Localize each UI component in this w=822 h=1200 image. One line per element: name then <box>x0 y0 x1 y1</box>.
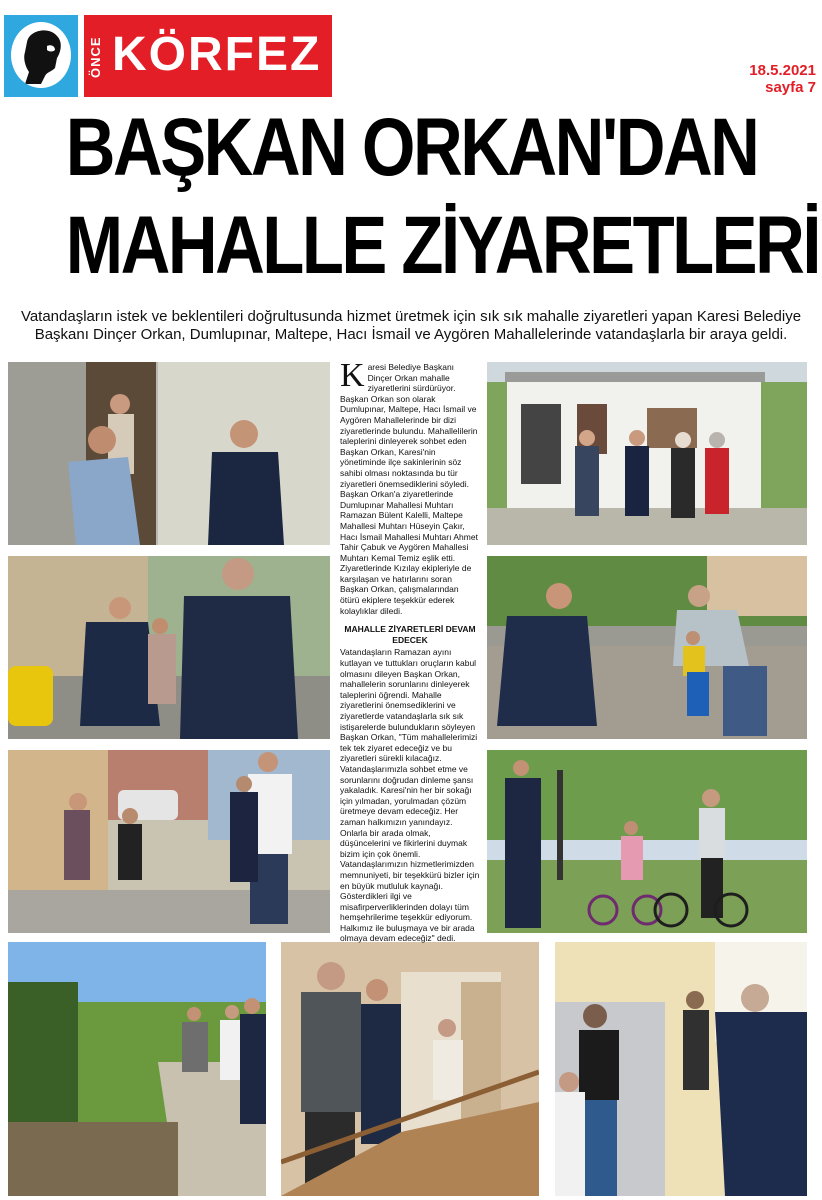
issue-date: 18.5.2021 <box>749 62 816 79</box>
photo-garden-walk <box>8 942 266 1196</box>
article-paragraph-2: Vatandaşların Ramazan ayını kutlayan ve tuttukları oruçların kabul olmasını dileyen Başkan Orkan, mahallelerin sorunlarını dinleyerek taleplerini öğrendi. Mahalle ziyaretlerini önemsediklerini ve ziyaretlerde vatandaşlarla sık sık istişarelerde bulundukların söyleyen Başkan Orkan, "Tüm mahallelerimizi tek tek ziyaret edeceğiz ve bu ziyaretleri sürekli kılacağız. Vatandaşlarımızla sohbet etme ve sorunlarını doğrudan dinleme şansı yakaladık. Karesi'nin her bir sokağı için yılmadan, yorulmadan çözüm üretmeye devam edeceğiz. Her zaman halkımızın yanındayız. Onlarla bir arada olmak, düşüncelerini ve fikirlerini duymak bizim için çok önemli. Vatandaşlarımızın hizmetlerimizden memnuniyeti, bir teşekkürü bizler için en büyük mutluluk kaynağı. Gösterdikleri ilgi ve misafirperverliklerinden dolayı tüm hemşehrilerime teşekkür ediyorum. Halkımız ile buluşmaya ve bir arada olmaya devam edeceğiz" dedi. <box>340 647 480 944</box>
photo-stairwell-visit <box>281 942 539 1196</box>
page-number: sayfa 7 <box>765 79 816 96</box>
masthead-title: KÖRFEZ <box>112 28 322 81</box>
headline-line-1: BAŞKAN ORKAN'DAN <box>65 102 758 193</box>
article-subhead: MAHALLE ZİYARETLERİ DEVAM EDECEK <box>344 624 476 645</box>
photo-doorstep-visit <box>8 362 330 545</box>
photo-kneeling-greeting <box>8 556 330 739</box>
photo-child-gift <box>487 556 807 739</box>
photo-park-bicycles <box>487 750 807 933</box>
lead-paragraph: Vatandaşların istek ve beklentileri doğrultusunda hizmet üretmek için sık sık mahalle ziyaretleri yapan Karesi Belediye Başkanı Dinçer Orkan, Dumlupınar, Maltepe, Hacı İsmail ve Aygören Mahallelerinde vatandaşlarla bir araya geldi. <box>20 308 802 343</box>
ataturk-portrait-icon <box>11 22 71 88</box>
logo-portrait-block <box>4 15 78 97</box>
photo-muhtar-office <box>487 362 807 545</box>
photo-children-greeting <box>555 942 807 1196</box>
article-paragraph-1 <box>340 357 480 616</box>
issue-info <box>749 62 816 96</box>
article-text-1: aresi Belediye Başkanı Dinçer Orkan mahalle ziyaretlerini sürdürüyor. Başkan Orkan son olarak Dumlupınar, Maltepe, Hacı İsmail ve Aygören Mahallelerinde bir dizi ziyaretlerinde bulundu. Mahallelilerin taleplerini dinleyerek sohbet eden Başkan Orkan, Karesi'nin yönetiminde ilçe sakinlerinin söz sahibi olması noktasında bu tür ziyaretleri önemsediklerini söyledi. Başkan Orkan'a ziyaretlerinde Dumlupınar Mahallesi Muhtarı Ramazan Bülent Kalelli, Maltepe Mahallesi Muhtarı Hüseyin Çakır, Hacı İsmail Mahallesi Muhtarı Ahmet Tahir Çabuk ve Aygören Mahallesi Muhtarı Kemal Temiz eşlik etti. Ziyaretlerinde Kızılay ekipleriyle de karşılaşan ve hatırlarını soran Başkan Orkan, çalışmalarından ötürü ekiplere teşekkür ederek kolaylıklar diledi. <box>340 362 478 616</box>
article-body <box>340 357 480 944</box>
photo-street-visit <box>8 750 330 933</box>
drop-cap: K <box>340 357 365 394</box>
headline-line-2: MAHALLE ZİYARETLERİ <box>65 200 819 291</box>
masthead-prefix: ÖNCE <box>88 36 103 78</box>
